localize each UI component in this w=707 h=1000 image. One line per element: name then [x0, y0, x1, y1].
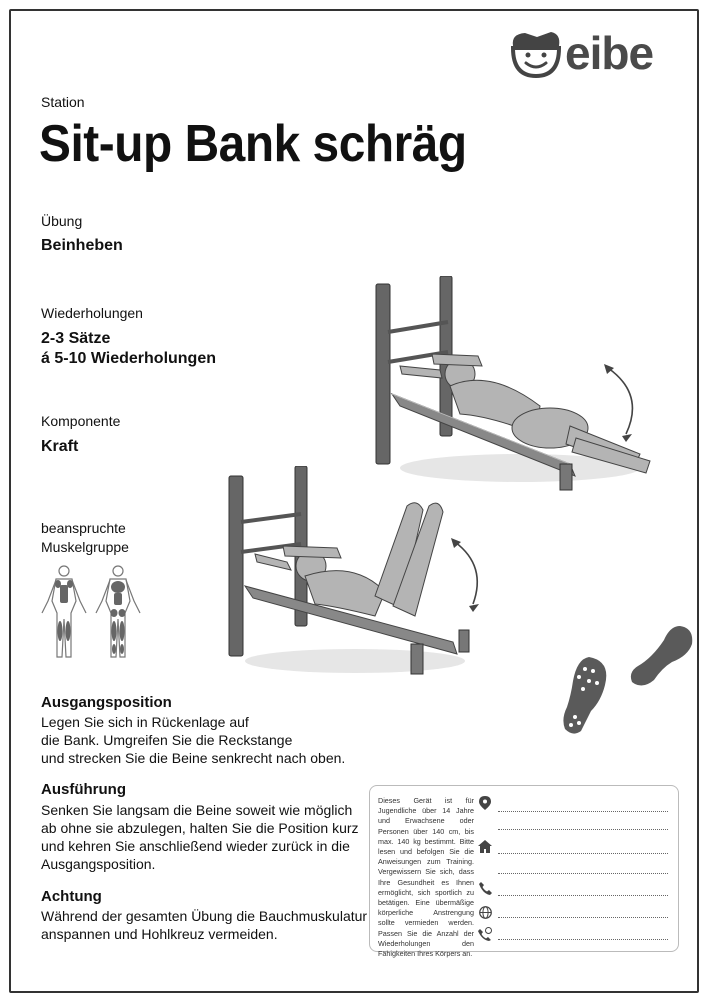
execution-text	[41, 801, 381, 873]
component-value: Kraft	[41, 438, 79, 455]
execution-line-1: Senken Sie langsam die Beine soweit wie möglich	[41, 802, 353, 818]
emergency-call-icon	[478, 927, 492, 941]
station-label: Station	[41, 94, 85, 110]
caution-heading: Achtung	[41, 888, 102, 905]
repetitions-label: Wiederholungen	[41, 305, 143, 321]
start-line-3: und strecken Sie die Beine senkrecht nach oben.	[41, 750, 346, 766]
address-field-2[interactable]	[498, 872, 668, 874]
illustration-legs-raised	[225, 466, 495, 686]
safety-info-box	[369, 785, 679, 959]
website-field[interactable]	[498, 916, 668, 918]
component-label: Komponente	[41, 413, 121, 429]
eibe-logo	[507, 24, 682, 84]
caution-line-2: anspannen und Hohlkreuz vermeiden.	[41, 926, 278, 942]
face-logo-icon	[507, 28, 565, 82]
execution-line-2: ab ohne sie abzulegen, halten Sie die Position kurz	[41, 820, 359, 836]
muscles-label-line2: Muskelgruppe	[41, 539, 129, 555]
exercise-value: Beinheben	[41, 237, 123, 254]
muscle-group-figures	[38, 563, 148, 661]
caution-text	[41, 907, 381, 943]
execution-heading: Ausführung	[41, 781, 126, 798]
logo-wordmark: eibe	[565, 27, 654, 79]
start-position-heading: Ausgangsposition	[41, 694, 172, 711]
start-position-text	[41, 713, 381, 767]
illustration-legs-lowered	[370, 276, 660, 496]
footprint-icon	[628, 624, 694, 688]
exercise-label: Übung	[41, 213, 83, 229]
execution-line-3: und kehren Sie anschließend wieder zurück in die	[41, 838, 350, 854]
location-field-2[interactable]	[498, 828, 668, 830]
start-line-2: die Bank. Umgreifen Sie die Reckstange	[41, 732, 293, 748]
address-field[interactable]	[498, 852, 668, 854]
safety-disclaimer: Dieses Gerät ist für Jugendliche über 14 Jahre und Erwachsene oder Personen über 140 cm, bis max. 140 kg bestimmt. Bitte lesen und befolgen Sie die Anweisungen zum Training. Vergewissern Sie sich, dass Ihre Gesundheit es Ihnen ermöglicht, sich sportlich zu betätigen. Eine übermäßige körperliche Anstrengung sollte vermieden werden. Passen Sie die Anzahl der Wiederholungen den Fähigkeiten Ihres Körpers an.	[378, 796, 474, 959]
phone-icon	[478, 882, 492, 896]
muscles-label-line1: beanspruchte	[41, 520, 126, 536]
caution-line-1: Während der gesamten Übung die Bauchmuskulatur	[41, 908, 368, 924]
phone-field[interactable]	[498, 894, 668, 896]
location-icon	[478, 796, 492, 810]
repetitions-sets: 2-3 Sätze	[41, 330, 111, 347]
execution-line-4: Ausgangsposition.	[41, 856, 156, 872]
start-line-1: Legen Sie sich in Rückenlage auf	[41, 714, 249, 730]
page-title: Sit-up Bank schräg	[39, 115, 467, 173]
shoe-sole-icon	[555, 655, 611, 735]
location-field[interactable]	[498, 810, 668, 812]
home-icon	[478, 840, 492, 854]
emergency-field[interactable]	[498, 938, 668, 940]
repetitions-count: á 5-10 Wiederholungen	[41, 350, 216, 367]
globe-icon	[478, 906, 492, 920]
